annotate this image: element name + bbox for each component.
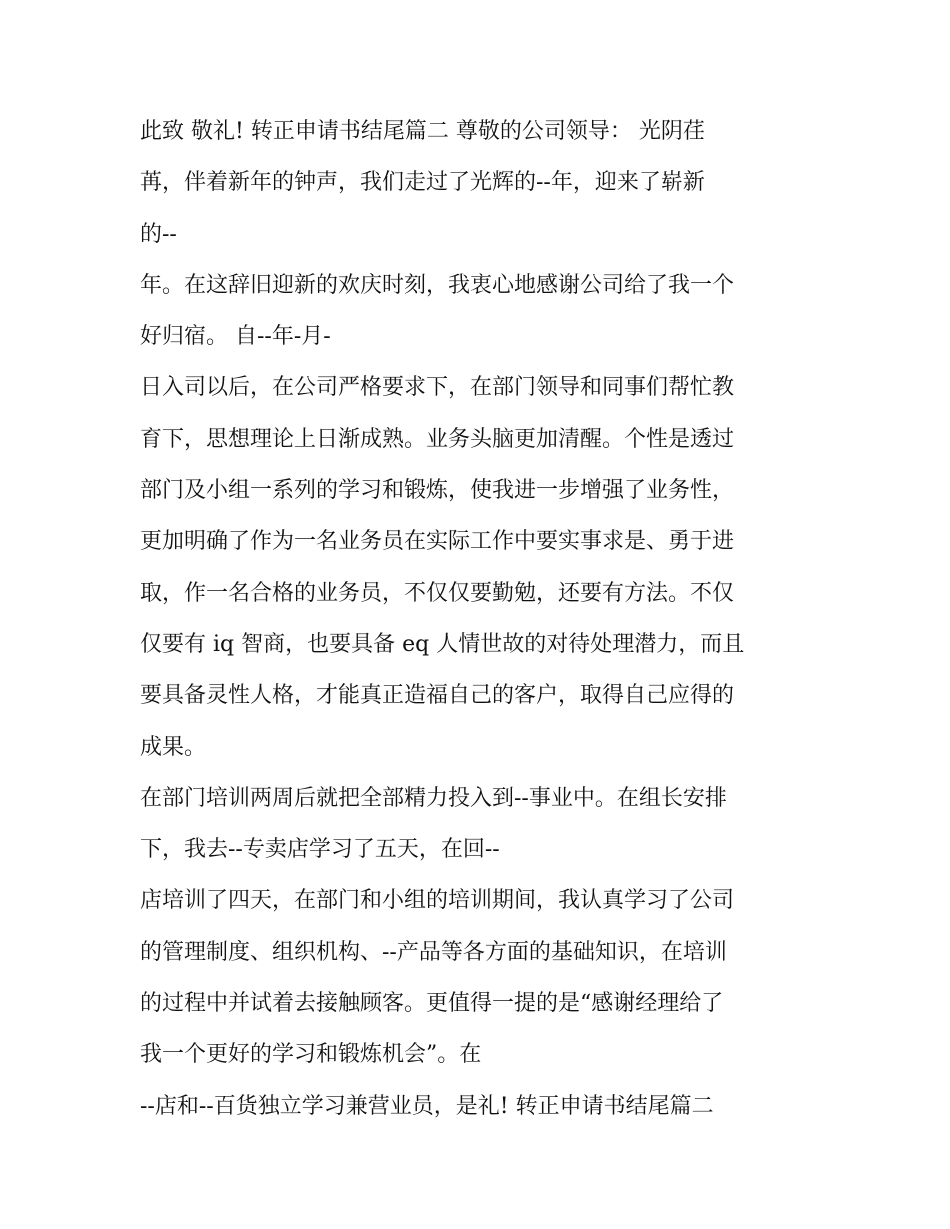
text-line: 仅要有 iq 智商，也要具备 eq 人情世故的对待处理潜力，而且	[140, 631, 745, 657]
text-line: 的过程中并试着去接触顾客。更值得一提的是“感谢经理给了	[140, 991, 724, 1017]
text-line: 在部门培训两周后就把全部精力投入到--事业中。在组长安排	[140, 785, 727, 811]
text-line: 成果。	[140, 734, 207, 760]
text-line: --店和--百货独立学习兼营业员，是礼! 转正申请书结尾篇二	[140, 1093, 714, 1119]
text-line: 店培训了四天，在部门和小组的培训期间，我认真学习了公司	[140, 888, 735, 914]
text-line: 苒，伴着新年的钟声，我们走过了光辉的--年，迎来了崭新	[140, 170, 705, 196]
text-line: 的--	[140, 221, 177, 247]
text-line: 年。在这辞旧迎新的欢庆时刻，我衷心地感谢公司给了我一个	[140, 272, 735, 298]
text-line: 取，作一名合格的业务员，不仅仅要勤勉，还要有方法。不仅	[140, 580, 735, 606]
text-line: 要具备灵性人格，才能真正造福自己的客户，取得自己应得的	[140, 683, 735, 709]
text-line: 下，我去--专卖店学习了五天，在回--	[140, 837, 500, 863]
text-line: 更加明确了作为一名业务员在实际工作中要实事求是、勇于进	[140, 529, 735, 555]
text-line: 育下，思想理论上日渐成熟。业务头脑更加清醒。个性是透过	[140, 426, 735, 452]
text-line: 日入司以后，在公司严格要求下，在部门领导和同事们帮忙教	[140, 375, 735, 401]
text-line: 此致 敬礼! 转正申请书结尾篇二 尊敬的公司领导： 光阴荏	[140, 119, 705, 144]
document-body	[140, 106, 820, 1132]
text-line: 的管理制度、组织机构、--产品等各方面的基础知识，在培训	[140, 939, 727, 965]
text-line: 我一个更好的学习和锻炼机会”。在	[140, 1042, 482, 1068]
text-line: 好归宿。 自--年-月-	[140, 324, 331, 350]
text-line: 部门及小组一系列的学习和锻炼，使我进一步增强了业务性，	[140, 478, 735, 504]
